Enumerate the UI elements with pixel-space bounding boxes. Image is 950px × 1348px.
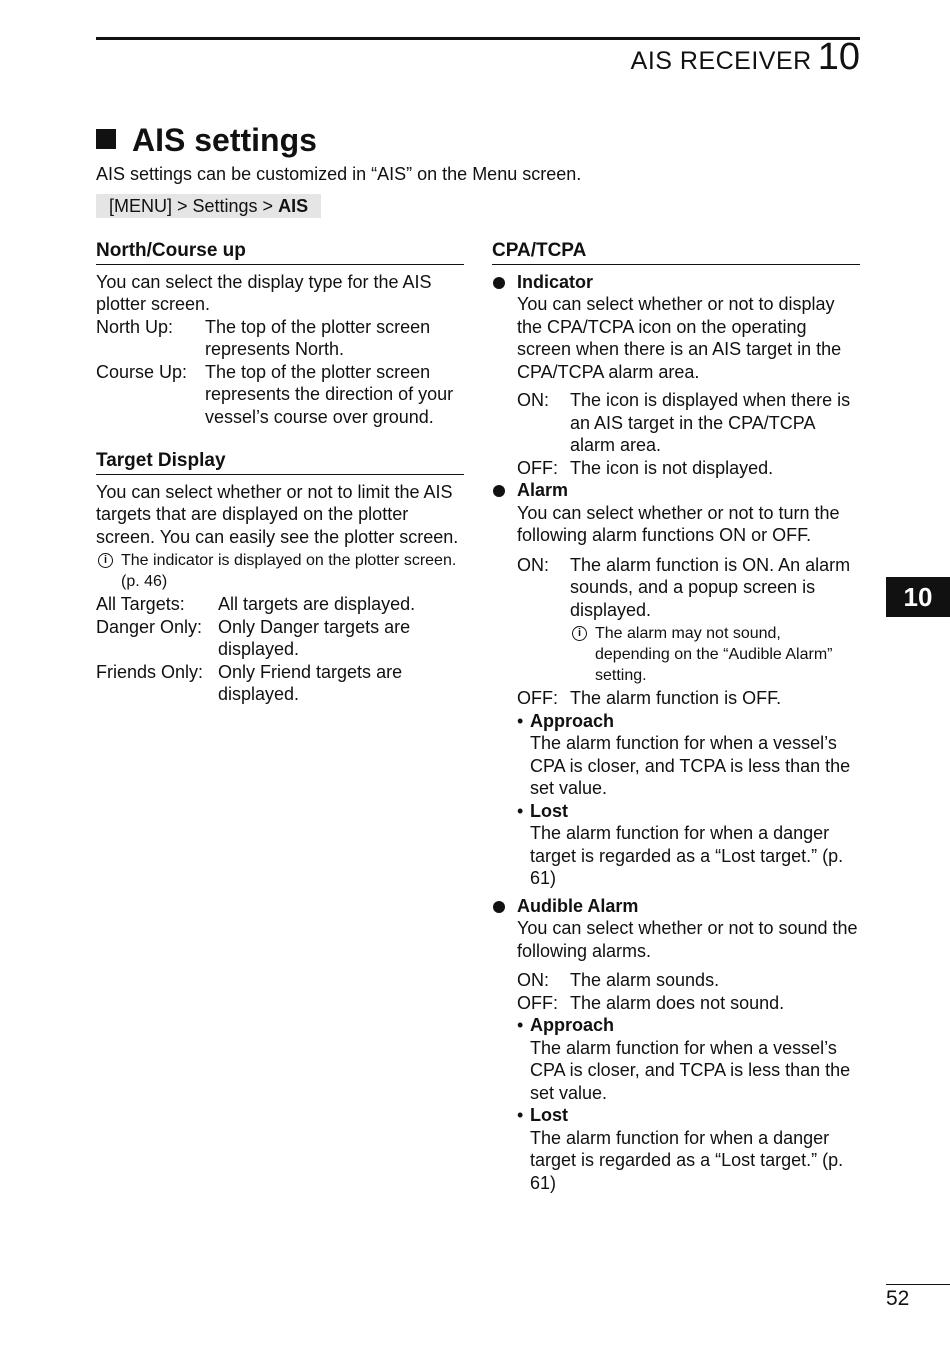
option-desc: Only Danger targets are displayed. [218,616,411,659]
bullet-icon [493,485,505,497]
target-display-options [96,593,464,706]
chapter-number: 10 [817,36,860,78]
sub-bullet-icon: • [517,1105,524,1125]
option-desc: The icon is displayed when there is an AIS target in the CPA/TCPA alarm area. [570,390,851,455]
menu-path-target: AIS [278,196,309,216]
info-icon: i [98,553,113,568]
approach-text: The alarm function for when a vessel’s CPA is closer, and TCPA is less than the set value. [530,733,851,798]
option-desc [570,554,860,688]
header-rule [96,37,860,40]
option-term: ON: [517,390,550,410]
bullet-icon [493,901,505,913]
option-row [517,389,860,457]
lost-text: The alarm function for when a danger target is regarded as a “Lost target.” (p. 61) [530,1127,844,1193]
option-term: Danger Only: [96,616,203,637]
option-desc: Only Friend targets are displayed. [218,661,403,704]
lost-title: Lost [530,800,568,821]
north-course-options [96,316,464,429]
option-term: OFF: [517,457,558,478]
alarm-lost [517,800,860,890]
option-desc: The alarm does not sound. [570,992,785,1013]
option-row [517,457,860,480]
audible-alarm-item [492,895,860,1195]
audible-approach [517,1014,860,1104]
option-desc: All targets are displayed. [218,594,416,614]
option-row [96,616,464,661]
info-icon: i [572,626,587,641]
chapter-header [630,36,860,78]
target-display-text: You can select whether or not to limit the AIS targets that are displayed on the plotter screen. You can easily see the plotter screen. [96,481,459,547]
option-row [517,687,860,710]
square-bullet-icon [96,129,116,149]
option-desc: The alarm function is OFF. [570,688,782,708]
option-row [96,361,464,429]
option-desc: The alarm sounds. [570,970,720,990]
alarm-text: You can select whether or not to turn the following alarm functions ON or OFF. [517,502,840,545]
bullet-icon [493,277,505,289]
target-display-heading: Target Display [96,450,464,475]
option-row [96,661,464,706]
option-term: Friends Only: [96,661,204,682]
alarm-on-text: The alarm function is ON. An alarm sounds, and a popup screen is displayed. [570,554,851,620]
indicator-item [492,271,860,480]
cpa-tcpa-heading: CPA/TCPA [492,240,860,265]
section-intro: AIS settings can be customized in “AIS” on the Menu screen. [96,164,582,184]
option-term: ON: [517,554,550,575]
option-desc: The top of the plotter screen represents North. [205,316,431,359]
lost-text: The alarm function for when a danger target is regarded as a “Lost target.” (p. 61) [530,823,844,888]
alarm-approach [517,710,860,800]
alarm-on-option [517,554,860,710]
chapter-title: AIS RECEIVER [630,47,812,75]
option-term: Course Up: [96,361,188,382]
target-display-note [96,550,464,592]
approach-title: Approach [530,710,615,731]
option-term: North Up: [96,316,174,337]
option-row [96,316,464,361]
option-term: All Targets: [96,594,185,614]
indicator-title: Indicator [517,271,594,292]
menu-path [96,194,321,218]
option-term: OFF: [517,992,558,1013]
page-number: 52 [886,1287,910,1310]
north-course-heading: North/Course up [96,240,464,265]
north-course-text: You can select the display type for the AIS plotter screen. [96,271,432,314]
right-column [492,240,860,1194]
approach-title: Approach [530,1015,615,1035]
option-desc: The icon is not displayed. [570,457,774,478]
indicator-text: You can select whether or not to display the CPA/TCPA icon on the operating screen when there is an AIS target in the CPA/TCPA alarm area. [517,294,842,382]
section-title [96,120,317,160]
chapter-side-tab: 10 [886,577,950,617]
sub-bullet-icon: • [517,1015,524,1035]
audible-lost [517,1104,860,1194]
indicator-options [517,389,860,479]
left-column [96,240,464,706]
alarm-item [492,479,860,890]
note-text: The indicator is displayed on the plotter screen. (p. 46) [121,552,457,590]
menu-path-prefix: [MENU] > Settings > [109,196,279,216]
lost-title: Lost [530,1105,568,1125]
option-term: OFF: [517,688,558,708]
option-row [517,969,784,992]
alarm-note [570,623,860,686]
alarm-title: Alarm [517,480,569,500]
approach-text: The alarm function for when a vessel’s CPA is closer, and TCPA is less than the set value. [530,1037,851,1103]
sub-bullet-icon: • [517,800,524,821]
note-text: The alarm may not sound, depending on the “Audible Alarm” setting. [595,625,833,684]
footer-rule [886,1284,950,1285]
option-desc: The top of the plotter screen represents the direction of your vessel’s course over ground. [205,361,454,427]
audible-alarm-title: Audible Alarm [517,895,639,916]
sub-bullet-icon: • [517,710,524,731]
option-row [517,554,860,688]
option-term: ON: [517,970,550,990]
section-title-text: AIS settings [132,122,317,158]
option-row [96,593,464,616]
audible-alarm-options [517,969,784,1014]
option-row [517,992,784,1015]
audible-alarm-text: You can select whether or not to sound the following alarms. [517,918,858,961]
